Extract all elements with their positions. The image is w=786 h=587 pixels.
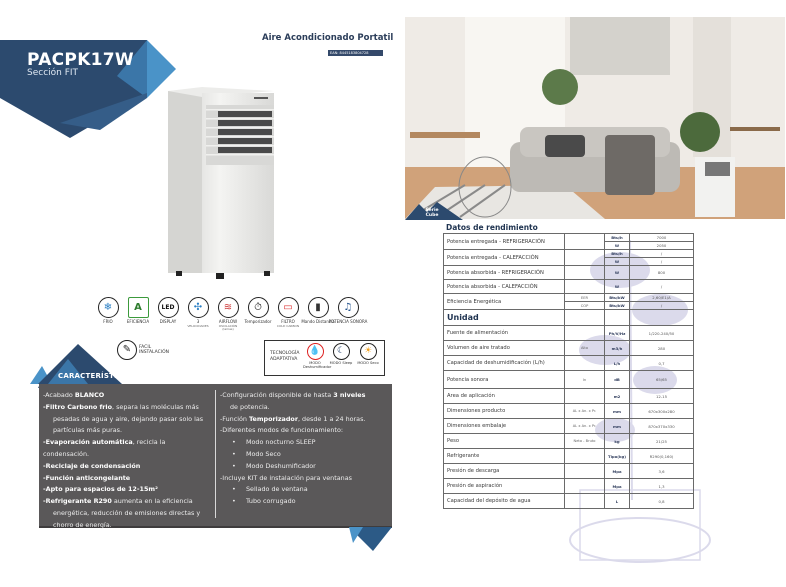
decorative-triangle [349, 527, 394, 552]
serie-label: Serie Cube [425, 208, 439, 218]
bullet-item: • Modo Seco [220, 449, 387, 461]
adaptive-technology-box [264, 340, 385, 376]
characteristics-left-column: -Acabado BLANCO -Filtro Carbono frio, separa las moléculas más pesadas de agua y aire, dejando pasar solo las partículas más puras. -Evaporación automática, recicla la condensación. -Reciclaje de condensación -Función anticongelante -Apto para espacios de 12-15m² -Refrigerante R290 aumenta en la eficiencia energética, reducción de emisiones directas y chorro de energía. [43, 390, 213, 532]
feature-airflow: ≋ AIRFLOW OSCILACIÓN (lamas) [213, 297, 243, 343]
feature-efficiency: A EFICIENCIA [123, 297, 153, 343]
table-row: Peso Neto - Bruto kg 21/25 [444, 434, 694, 449]
characteristics-right-column: -Configuración disponible de hasta 3 niveles de potencia. -Función Temporizador, desde 1 a 24 horas. -Diferentes modos de funcionamiento: • Modo nocturno SLEEP • Modo Seco • Modo Deshumificador -Incluye KIT de instalación para ventanas • Sellado de ventana • Tubo corrugado [215, 390, 387, 518]
table-row: Eficiencia Energética EER Btu/kW 2,60/E1/A [444, 294, 694, 302]
easy-install-badge: ✎ FACIL INSTALACIÓN [115, 336, 175, 362]
bullet-item: • Sellado de ventana [220, 484, 387, 496]
feature-line: -Filtro Carbono frio, separa las moléculas más [43, 402, 199, 411]
adaptive-title: TECNOLOGÍA ADAPTATIVA [270, 351, 300, 362]
sound-power-icon: ♫ [338, 297, 359, 318]
table-row: Fuente de alimentación Ph/V/Hz 1/220-240/50 [444, 326, 694, 341]
feature-sound: ♫ POTENCIA SONORA [333, 297, 363, 343]
feature-line: -Reciclaje de condensación [43, 461, 141, 470]
bullet-item: • Tubo corrugado [220, 496, 387, 508]
feature-line: -Apto para espacios de 12-15m² [43, 485, 158, 494]
feature-speeds: ✣ 3 VELOCIDADES [183, 297, 213, 343]
table-row: Potencia absorbida - CALEFACCIÓN W / [444, 280, 694, 294]
wrench-icon: ✎ [117, 340, 137, 360]
section-label: Sección FIT [27, 68, 79, 78]
feature-filter: ▭ FILTRO COLD CARBON [273, 297, 303, 343]
fan-speed-icon: ✣ [188, 297, 209, 318]
table-row: Potencia entregada - CALEFACCIÓN Btu/h / [444, 250, 694, 258]
table-row: Refrigerante Tipo(kg) R290(0,160) [444, 449, 694, 464]
feature-remote: ▮ Mando Distancia [303, 297, 333, 343]
table-row: Capacidad de deshumidificación (L/h) L/h 0,7 [444, 356, 694, 371]
table-row: Presión de aspiración Mpa 1,3 [444, 479, 694, 494]
table-row: Presión de descarga Mpa 3,6 [444, 464, 694, 479]
characteristics-banner [28, 343, 148, 388]
living-room-photo [405, 17, 785, 219]
table-row: Potencia sonora In dB 65/65 [444, 371, 694, 389]
led-display-icon: LED [158, 297, 179, 318]
table-row: W 2050 [444, 242, 694, 250]
table-row: Volumen de aire tratado Alto m3/h 280 [444, 341, 694, 356]
filter-icon: ▭ [278, 297, 299, 318]
feature-timer: ⏱ Temporizador [243, 297, 273, 343]
bullet-item: • Modo nocturno SLEEP [220, 437, 387, 449]
characteristics-title: CARACTERÍSTICAS [58, 372, 134, 380]
performance-table [443, 233, 694, 509]
feature-line: -Configuración disponible de hasta 3 niveles [220, 391, 366, 399]
mode-sleep: ☾ MODO Sleep [329, 343, 353, 365]
table-row: Capacidad del depósito de agua L 0,8 [444, 494, 694, 509]
feature-line: -Acabado BLANCO [43, 391, 105, 399]
table-row: Potencia absorbida - REFRIGERACIÓN W 800 [444, 266, 694, 280]
model-number: PACPK17W [27, 50, 134, 70]
feature-line: -Función Temporizador, desde 1 a 24 horas. [220, 414, 366, 423]
feature-line: -Función anticongelante [43, 473, 131, 482]
feature-line: -Evaporación automática, recicla la condensación. [43, 438, 166, 458]
sun-icon: ☀ [360, 343, 377, 360]
table-row: W / [444, 258, 694, 266]
feature-cold: ❄ FRIO [93, 297, 123, 343]
mode-dehumidifier: 💧 MODO Deshumificador [303, 343, 327, 370]
table-row: Area de aplicación m2 12-15 [444, 389, 694, 404]
document-title: Aire Acondicionado Portatil [262, 33, 394, 43]
table-section-header: Unidad [444, 310, 694, 326]
energy-efficiency-icon: A [128, 297, 149, 318]
performance-title: Datos de rendimiento [446, 223, 538, 232]
dehumidifier-icon: 💧 [307, 343, 324, 360]
airflow-icon: ≋ [218, 297, 239, 318]
table-row: Potencia entregada - REFRIGERACIÓN Btu/h 7000 [444, 234, 694, 242]
ean-code: EAN: 8445183804728 [328, 50, 383, 56]
bullet-item: • Modo Deshumificador [220, 461, 387, 473]
timer-icon: ⏱ [248, 297, 269, 318]
sleep-icon: ☾ [333, 343, 350, 360]
remote-control-icon: ▮ [308, 297, 329, 318]
characteristics-panel [39, 384, 392, 528]
feature-display: LED DISPLAY [153, 297, 183, 343]
table-row: Dimensiones embalaje AL x An. x Pr. mm 870x370x330 [444, 419, 694, 434]
mode-dry: ☀ MODO Seco [356, 343, 380, 365]
table-row: COP Btu/kW / [444, 302, 694, 310]
snowflake-icon: ❄ [98, 297, 119, 318]
air-conditioner-image [166, 87, 278, 279]
table-row: Dimensiones producto AL x An. x Pr. mm 670x300x280 [444, 404, 694, 419]
feature-line: -Refrigerante R290 aumenta en la eficiencia [43, 497, 193, 506]
